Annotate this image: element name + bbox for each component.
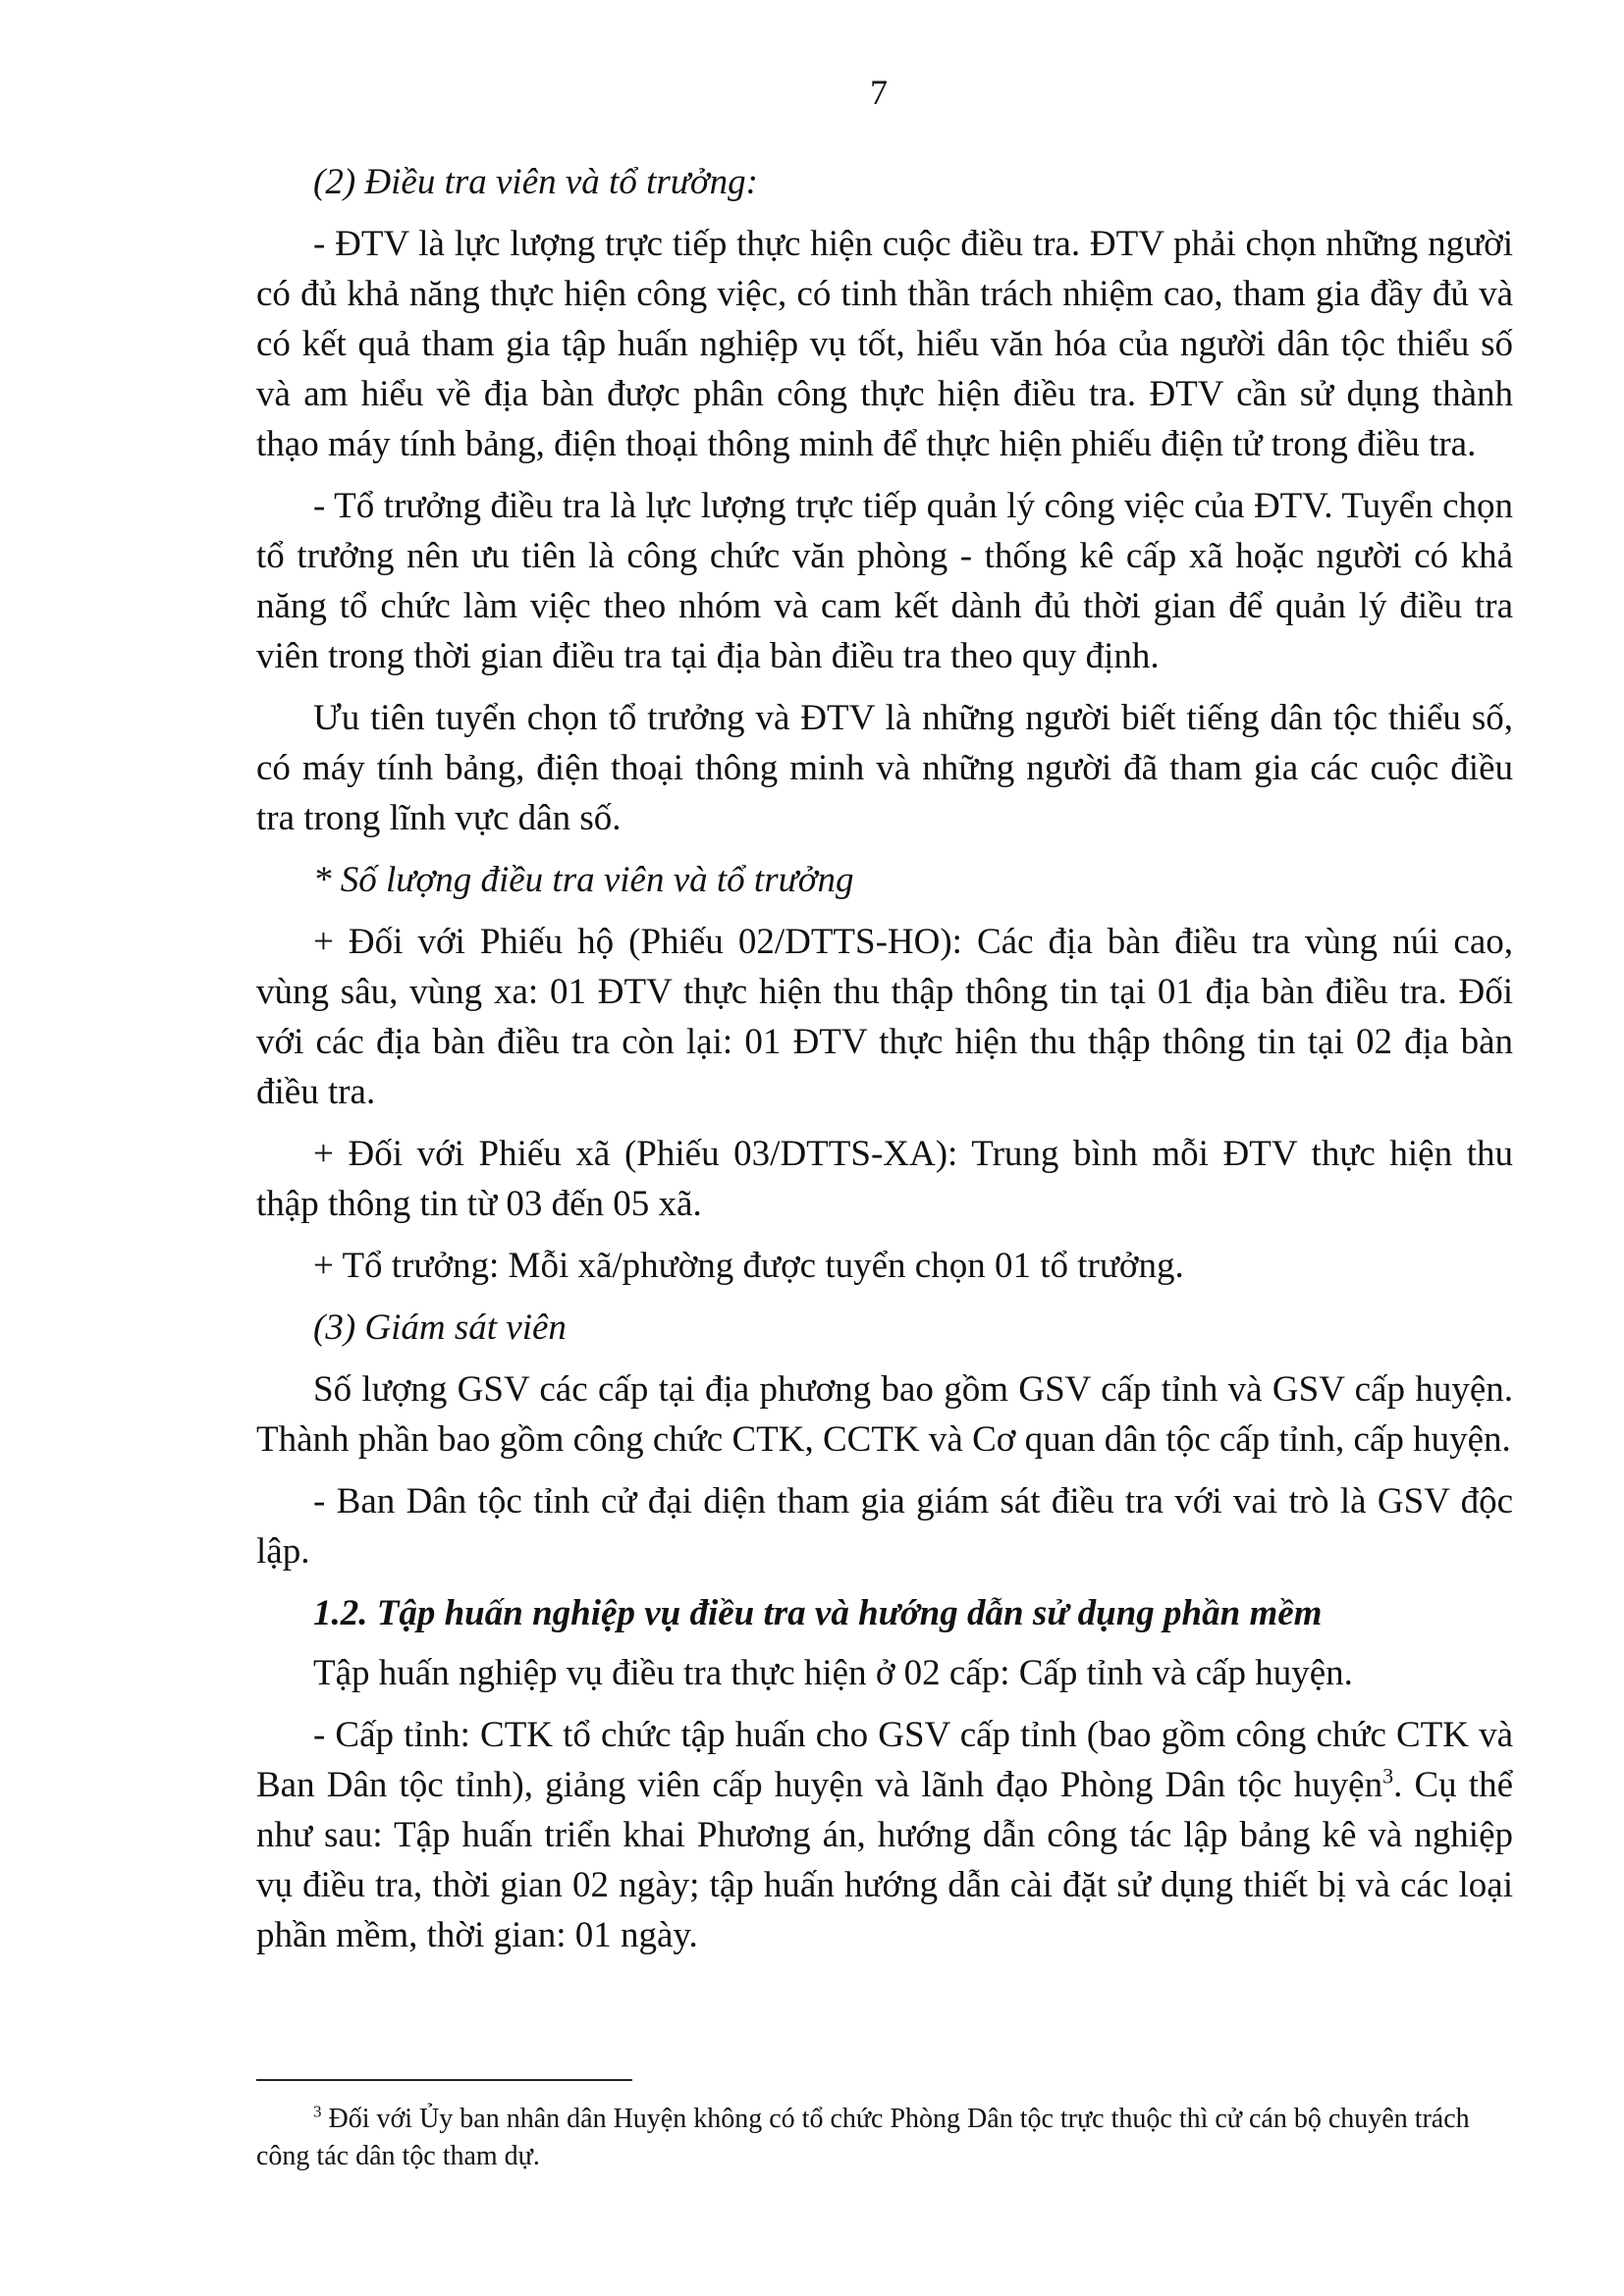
section-subtitle-enumerators: (2) Điều tra viên và tổ trưởng: (313, 162, 758, 202)
paragraph-team-leader-duties: - Tổ trưởng điều tra là lực lượng trực tiếp quản lý công việc của ĐTV. Tuyển chọn tổ trưởng nên ưu tiên là công chức văn phòng - thống kê cấp xã hoặc người có khả năng tổ chức làm việc theo nhóm và cam kết dành đủ thời gian để quản lý điều tra viên trong thời gian điều tra tại địa bàn điều tra theo quy định. (256, 486, 1513, 676)
paragraph-commune-form: + Đối với Phiếu xã (Phiếu 03/DTTS-XA): Trung bình mỗi ĐTV thực hiện thu thập thông tin từ 03 đến 05 xã. (256, 1134, 1513, 1224)
paragraph-training-levels: Tập huấn nghiệp vụ điều tra thực hiện ở 02 cấp: Cấp tỉnh và cấp huyện. (313, 1653, 1353, 1693)
footnote-marker: 3 (313, 2102, 322, 2121)
footnote (256, 2101, 1513, 2175)
section-heading-1-2: 1.2. Tập huấn nghiệp vụ điều tra và hướng dẫn sử dụng phần mềm (313, 1593, 1323, 1633)
provincial-training-text-start: - Cấp tỉnh: CTK tổ chức tập huấn cho GSV cấp tỉnh (bao gồm công chức CTK và Ban Dân tộc tỉnh), giảng viên cấp huyện và lãnh đạo Phòng Dân tộc huyện (256, 1715, 1513, 1805)
paragraph-selection-priority: Ưu tiên tuyển chọn tổ trưởng và ĐTV là những người biết tiếng dân tộc thiểu số, có máy tính bảng, điện thoại thông minh và những người đã tham gia các cuộc điều tra trong lĩnh vực dân số. (256, 698, 1513, 838)
paragraph-supervisor-levels: Số lượng GSV các cấp tại địa phương bao gồm GSV cấp tỉnh và GSV cấp huyện. Thành phần bao gồm công chức CTK, CCTK và Cơ quan dân tộc cấp tỉnh, cấp huyện. (256, 1369, 1513, 1460)
document-body (256, 157, 1513, 1972)
provincial-training-text-end: . Cụ thể như sau: Tập huấn triển khai Phương án, hướng dẫn công tác lập bảng kê và nghiệp vụ điều tra, thời gian 02 ngày; tập huấn hướng dẫn cài đặt sử dụng thiết bị và các loại phần mềm, thời gian: 01 ngày. (256, 1765, 1514, 1955)
paragraph-provincial-training (256, 1710, 1513, 1960)
paragraph-enumerator-duties: - ĐTV là lực lượng trực tiếp thực hiện cuộc điều tra. ĐTV phải chọn những người có đủ khả năng thực hiện công việc, có tinh thần trách nhiệm cao, tham gia đầy đủ và có kết quả tham gia tập huấn nghiệp vụ tốt, hiểu văn hóa của người dân tộc thiểu số và am hiểu về địa bàn được phân công thực hiện điều tra. ĐTV cần sử dụng thành thạo máy tính bảng, điện thoại thông minh để thực hiện phiếu điện tử trong điều tra. (256, 224, 1513, 464)
paragraph-independent-supervisor: - Ban Dân tộc tỉnh cử đại diện tham gia giám sát điều tra với vai trò là GSV độc lập. (256, 1481, 1513, 1572)
paragraph-team-leader-count: + Tổ trưởng: Mỗi xã/phường được tuyển chọn 01 tổ trưởng. (313, 1246, 1184, 1286)
footnote-text: Đối với Ủy ban nhân dân Huyện không có tổ chức Phòng Dân tộc trực thuộc thì cử cán bộ chuyên trách công tác dân tộc tham dự. (256, 2104, 1470, 2171)
section-subtitle-supervisors: (3) Giám sát viên (313, 1308, 567, 1348)
page-number: 7 (870, 73, 888, 112)
footnote-divider (256, 2079, 632, 2081)
footnote-reference: 3 (1382, 1763, 1394, 1789)
paragraph-household-form: + Đối với Phiếu hộ (Phiếu 02/DTTS-HO): Các địa bàn điều tra vùng núi cao, vùng sâu, vùng xa: 01 ĐTV thực hiện thu thập thông tin tại 01 địa bàn điều tra. Đối với các địa bàn điều tra còn lại: 01 ĐTV thực hiện thu thập thông tin tại 02 địa bàn điều tra. (256, 922, 1513, 1112)
section-subtitle-enumerator-count: * Số lượng điều tra viên và tổ trưởng (313, 860, 854, 900)
